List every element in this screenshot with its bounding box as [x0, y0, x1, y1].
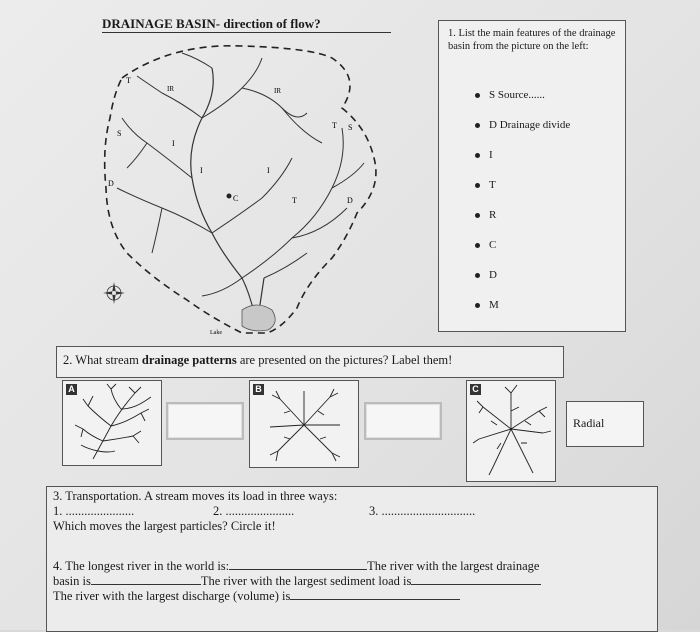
map-label-i2: I [200, 166, 203, 175]
bullet-icon [475, 303, 480, 308]
q4-line3: The river with the largest discharge (volume) is [53, 587, 460, 604]
map-label-r2: IR [274, 87, 281, 95]
feature-item-r: R [475, 209, 496, 221]
map-label-d1: D [108, 179, 114, 188]
pattern-c-letter: C [470, 384, 481, 395]
map-label-i1: I [172, 139, 175, 148]
map-label-i3: I [267, 166, 270, 175]
q4-sediment-blank[interactable] [411, 572, 541, 585]
worksheet-title: DRAINAGE BASIN- direction of flow? [102, 16, 391, 33]
compass-rose-icon [103, 282, 125, 304]
q4-drainage-basin-blank[interactable] [91, 572, 201, 585]
map-label-s2: S [348, 123, 353, 132]
q1-panel [438, 20, 626, 332]
pattern-a-letter: A [66, 384, 77, 395]
pattern-a-panel [62, 380, 162, 466]
q3-blank-2[interactable]: 2. ...................... [213, 504, 295, 518]
map-label-s1: S [117, 129, 122, 138]
bullet-icon [475, 213, 480, 218]
radial-pattern-drawing [467, 381, 555, 481]
q3-blank-3[interactable]: 3. .............................. [369, 504, 476, 518]
feature-item-m: M [475, 299, 499, 311]
bullet-icon [475, 183, 480, 188]
map-label-t3: T [332, 121, 337, 130]
q2-question: 2. What stream drainage patterns are presented on the pictures? Label them! [63, 353, 453, 367]
bullet-icon [475, 93, 480, 98]
feature-item-i: I [475, 149, 493, 161]
pattern-c-answer-box[interactable] [566, 401, 644, 447]
q3-blank-1[interactable]: 1. ...................... [53, 504, 135, 518]
dendritic-pattern-drawing [63, 381, 161, 465]
map-label-r1: IR [167, 85, 174, 93]
feature-item-d2: D [475, 269, 497, 281]
map-label-t2: T [292, 196, 297, 205]
q2-panel [56, 346, 564, 378]
map-label-c1: C [233, 194, 239, 203]
q4-discharge-blank[interactable] [290, 587, 460, 600]
q3-q4-panel [46, 486, 658, 632]
pattern-b-panel [249, 380, 359, 468]
map-label-lake: Lake [210, 330, 222, 336]
feature-item-s: S Source...... [475, 89, 545, 101]
pattern-b-answer-box[interactable] [364, 402, 442, 440]
map-label-d2: D [347, 196, 353, 205]
q1-question: 1. List the main features of the drainage basin from the picture on the left: [448, 28, 616, 52]
pattern-c-answer: Radial [573, 416, 605, 430]
drainage-basin-drawing [92, 38, 392, 338]
feature-item-d: D Drainage divide [475, 119, 570, 131]
centripetal-pattern-drawing [250, 381, 358, 467]
q3-circle-prompt: Which moves the largest particles? Circle it! [53, 519, 276, 533]
feature-item-t: T [475, 179, 496, 191]
bullet-icon [475, 273, 480, 278]
map-label-t1: T [126, 76, 131, 85]
bullet-icon [475, 243, 480, 248]
pattern-b-letter: B [253, 384, 264, 395]
drainage-basin-diagram [92, 38, 392, 338]
bullet-icon [475, 153, 480, 158]
bullet-icon [475, 123, 480, 128]
pattern-c-panel [466, 380, 556, 482]
q4-line1: 4. The longest river in the world is: The river with the largest drainage [53, 559, 540, 573]
q3-question: 3. Transportation. A stream moves its load in three ways: [53, 489, 338, 503]
q4-longest-river-blank[interactable] [229, 557, 367, 570]
pattern-a-answer-box[interactable] [166, 402, 244, 440]
q4-line2: basin is The river with the largest sediment load is [53, 572, 541, 589]
feature-item-c: C [475, 239, 496, 251]
drainage-divide-line [105, 46, 376, 333]
